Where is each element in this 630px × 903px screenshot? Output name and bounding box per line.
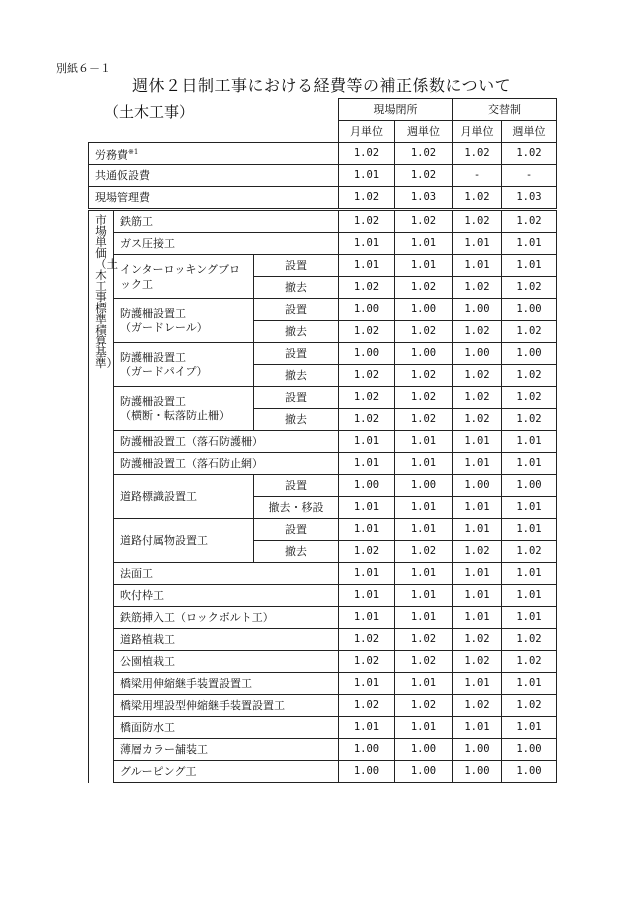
coefficient-value: 1.02	[453, 143, 502, 165]
header-weekly: 週単位	[502, 121, 557, 143]
coefficient-value: 1.01	[502, 585, 557, 607]
row-label-text: 現場管理費	[95, 191, 150, 204]
coefficient-value: 1.01	[453, 255, 502, 277]
page-title: 週休２日制工事における経費等の補正係数について	[132, 76, 512, 95]
coefficient-value: 1.02	[502, 387, 557, 409]
table-row	[89, 585, 557, 607]
coefficient-value: 1.01	[502, 607, 557, 629]
row-label-text: 共通仮設費	[95, 169, 150, 182]
coefficient-value: 1.01	[453, 233, 502, 255]
table-row	[89, 607, 557, 629]
coefficient-value: 1.01	[339, 431, 395, 453]
coefficient-value: 1.01	[453, 431, 502, 453]
sub-item-label: 設置	[254, 299, 339, 321]
coefficient-table	[88, 98, 557, 783]
coefficient-value: 1.02	[502, 210, 557, 233]
item-label: 橋梁用伸縮継手装置設置工	[114, 673, 339, 695]
coefficient-value: 1.01	[339, 607, 395, 629]
table-row	[89, 210, 557, 233]
coefficient-value: 1.02	[339, 409, 395, 431]
sub-item-label: 設置	[254, 387, 339, 409]
coefficient-value: 1.02	[339, 651, 395, 673]
coefficient-value: 1.01	[339, 165, 395, 187]
coefficient-value: 1.02	[453, 277, 502, 299]
coefficient-value: 1.02	[339, 321, 395, 343]
table-row	[89, 431, 557, 453]
item-label-subtext: （ガードパイプ）	[120, 365, 208, 378]
coefficient-value: 1.00	[339, 475, 395, 497]
item-label: 法面工	[114, 563, 339, 585]
item-label	[114, 475, 254, 519]
coefficient-value: 1.01	[339, 233, 395, 255]
coefficient-value: 1.00	[453, 343, 502, 365]
item-label-text: 防護柵設置工	[120, 395, 186, 408]
coefficient-value: 1.01	[339, 585, 395, 607]
table-row	[89, 387, 557, 409]
coefficient-value: 1.02	[502, 365, 557, 387]
coefficient-value: 1.02	[502, 695, 557, 717]
coefficient-value: 1.01	[395, 673, 453, 695]
coefficient-value: 1.00	[453, 739, 502, 761]
item-label-text: 防護柵設置工	[120, 351, 186, 364]
coefficient-value: 1.01	[339, 519, 395, 541]
header-weekly: 週単位	[395, 121, 453, 143]
item-label-subtext: （ガードレール）	[120, 321, 208, 334]
coefficient-value: 1.00	[339, 739, 395, 761]
row-label	[89, 143, 339, 165]
coefficient-value: 1.02	[395, 365, 453, 387]
coefficient-value: 1.00	[502, 739, 557, 761]
coefficient-value: 1.01	[339, 255, 395, 277]
coefficient-value: 1.02	[502, 277, 557, 299]
table-row	[89, 519, 557, 541]
table-row	[89, 651, 557, 673]
row-label	[89, 165, 339, 187]
vertical-category-text: 市場単価（土木工事標準積算基準）	[95, 213, 118, 370]
item-label	[114, 255, 254, 299]
coefficient-value: 1.00	[453, 761, 502, 783]
coefficient-value: 1.00	[502, 475, 557, 497]
item-label: 吹付枠工	[114, 585, 339, 607]
table-row	[89, 563, 557, 585]
coefficient-value: 1.02	[453, 541, 502, 563]
item-label: 公園植栽工	[114, 651, 339, 673]
coefficient-value: 1.00	[395, 475, 453, 497]
coefficient-value: 1.02	[339, 187, 395, 210]
sub-item-label: 撤去・移設	[254, 497, 339, 519]
item-label	[114, 299, 254, 343]
item-label-subtext: （横断・転落防止柵）	[120, 409, 230, 422]
coefficient-value: 1.00	[502, 343, 557, 365]
coefficient-value: 1.01	[502, 519, 557, 541]
sub-item-label: 撤去	[254, 365, 339, 387]
coefficient-value: 1.02	[453, 187, 502, 210]
coefficient-value: 1.02	[502, 651, 557, 673]
coefficient-value: 1.02	[502, 321, 557, 343]
coefficient-value: 1.02	[395, 321, 453, 343]
item-label: 道路植栽工	[114, 629, 339, 651]
coefficient-value: 1.02	[339, 277, 395, 299]
table-row	[89, 233, 557, 255]
header-monthly: 月単位	[339, 121, 395, 143]
footnote-marker: ※1	[128, 147, 139, 156]
coefficient-value: 1.01	[339, 673, 395, 695]
page-subtitle: （土木工事）	[104, 103, 195, 121]
item-label: 鉄筋工	[114, 210, 339, 233]
coefficient-value: 1.01	[395, 453, 453, 475]
item-label: グルーピング工	[114, 761, 339, 783]
coefficient-value: 1.01	[339, 453, 395, 475]
coefficient-value: 1.02	[395, 277, 453, 299]
coefficient-value: 1.02	[453, 321, 502, 343]
table-row	[89, 717, 557, 739]
annex-label: 別紙６－１	[56, 62, 111, 75]
coefficient-value: 1.02	[395, 387, 453, 409]
item-label: 防護柵設置工（落石防護柵）	[114, 431, 339, 453]
coefficient-value: 1.02	[395, 541, 453, 563]
coefficient-value: 1.02	[453, 651, 502, 673]
coefficient-value: 1.02	[339, 210, 395, 233]
table-row	[89, 255, 557, 277]
coefficient-value: 1.02	[502, 629, 557, 651]
table-row	[89, 695, 557, 717]
coefficient-value: 1.02	[502, 409, 557, 431]
coefficient-value: 1.02	[395, 165, 453, 187]
coefficient-value: 1.02	[453, 409, 502, 431]
coefficient-value: 1.02	[339, 629, 395, 651]
coefficient-value: -	[453, 165, 502, 187]
coefficient-value: 1.01	[453, 453, 502, 475]
table-row	[89, 629, 557, 651]
coefficient-value: 1.02	[395, 409, 453, 431]
coefficient-value: 1.02	[502, 143, 557, 165]
coefficient-value: 1.02	[453, 629, 502, 651]
item-label-text: 防護柵設置工	[120, 307, 186, 320]
sub-item-label: 設置	[254, 519, 339, 541]
sub-item-label: 撤去	[254, 277, 339, 299]
coefficient-value: 1.01	[453, 673, 502, 695]
coefficient-value: 1.01	[453, 497, 502, 519]
item-label: ガス圧接工	[114, 233, 339, 255]
coefficient-value: 1.01	[395, 717, 453, 739]
coefficient-value: 1.02	[395, 629, 453, 651]
coefficient-value: 1.01	[502, 497, 557, 519]
coefficient-value: 1.02	[453, 695, 502, 717]
coefficient-value: 1.02	[395, 210, 453, 233]
coefficient-value: 1.01	[395, 607, 453, 629]
coefficient-value: 1.00	[339, 343, 395, 365]
item-label: 鉄筋挿入工（ロックボルト工）	[114, 607, 339, 629]
coefficient-value: 1.01	[339, 497, 395, 519]
coefficient-value: 1.01	[339, 563, 395, 585]
coefficient-value: 1.01	[395, 563, 453, 585]
table-row	[89, 299, 557, 321]
coefficient-value: 1.01	[395, 497, 453, 519]
coefficient-value: 1.02	[395, 695, 453, 717]
sub-item-label: 設置	[254, 255, 339, 277]
coefficient-value: 1.00	[339, 299, 395, 321]
coefficient-value: 1.02	[395, 651, 453, 673]
sub-item-label: 撤去	[254, 541, 339, 563]
item-label	[114, 387, 254, 431]
coefficient-value: 1.01	[502, 255, 557, 277]
coefficient-value: 1.02	[395, 143, 453, 165]
table-row	[89, 761, 557, 783]
table-row	[89, 187, 557, 210]
row-label	[89, 187, 339, 210]
coefficient-value: 1.01	[502, 431, 557, 453]
item-label: 橋梁用埋設型伸縮継手装置設置工	[114, 695, 339, 717]
coefficient-value: 1.01	[395, 519, 453, 541]
coefficient-value: 1.01	[453, 585, 502, 607]
coefficient-value: 1.02	[502, 541, 557, 563]
coefficient-value: 1.00	[453, 475, 502, 497]
table-row	[89, 739, 557, 761]
coefficient-value: 1.01	[502, 453, 557, 475]
coefficient-value: 1.00	[339, 761, 395, 783]
item-label	[114, 519, 254, 563]
coefficient-value: 1.01	[339, 717, 395, 739]
coefficient-value: 1.01	[395, 585, 453, 607]
coefficient-value: 1.01	[453, 607, 502, 629]
coefficient-value: 1.02	[339, 695, 395, 717]
item-label-text: 道路標識設置工	[120, 490, 197, 503]
table-row	[89, 475, 557, 497]
coefficient-value: 1.01	[453, 563, 502, 585]
table-row	[89, 343, 557, 365]
sub-item-label: 撤去	[254, 409, 339, 431]
coefficient-value: 1.00	[502, 299, 557, 321]
coefficient-value: 1.02	[339, 541, 395, 563]
coefficient-value: 1.00	[395, 299, 453, 321]
coefficient-value: 1.01	[502, 673, 557, 695]
coefficient-value: 1.02	[453, 210, 502, 233]
coefficient-value: 1.02	[453, 387, 502, 409]
coefficient-value: 1.01	[502, 717, 557, 739]
coefficient-value: 1.02	[339, 365, 395, 387]
row-label-text: 労務費	[95, 148, 128, 162]
vertical-category-label	[89, 210, 118, 783]
header-monthly: 月単位	[453, 121, 502, 143]
table-row	[89, 673, 557, 695]
coefficient-value: 1.00	[395, 739, 453, 761]
table-row	[89, 143, 557, 165]
item-label	[114, 343, 254, 387]
coefficient-value: 1.02	[339, 387, 395, 409]
coefficient-value: 1.03	[502, 187, 557, 210]
coefficient-value: 1.00	[395, 343, 453, 365]
coefficient-value: 1.01	[395, 233, 453, 255]
coefficient-value: 1.02	[339, 143, 395, 165]
header-group-site-closure: 現場閉所	[339, 99, 453, 121]
coefficient-value: -	[502, 165, 557, 187]
coefficient-value: 1.00	[395, 761, 453, 783]
coefficient-value: 1.01	[502, 233, 557, 255]
coefficient-value: 1.01	[453, 717, 502, 739]
sub-item-label: 設置	[254, 343, 339, 365]
coefficient-value: 1.01	[395, 255, 453, 277]
header-group-shift: 交替制	[453, 99, 557, 121]
item-label-text: 道路付属物設置工	[120, 534, 208, 547]
item-label: 防護柵設置工（落石防止網）	[114, 453, 339, 475]
sub-item-label: 設置	[254, 475, 339, 497]
coefficient-value: 1.00	[453, 299, 502, 321]
coefficient-value: 1.01	[453, 519, 502, 541]
table-row	[89, 453, 557, 475]
coefficient-value: 1.03	[395, 187, 453, 210]
table-row	[89, 165, 557, 187]
coefficient-value: 1.02	[453, 365, 502, 387]
coefficient-value: 1.00	[502, 761, 557, 783]
item-label: 薄層カラー舗装工	[114, 739, 339, 761]
item-label-text: インターロッキングブロック工	[120, 262, 241, 291]
coefficient-value: 1.01	[502, 563, 557, 585]
coefficient-value: 1.01	[395, 431, 453, 453]
item-label: 橋面防水工	[114, 717, 339, 739]
sub-item-label: 撤去	[254, 321, 339, 343]
